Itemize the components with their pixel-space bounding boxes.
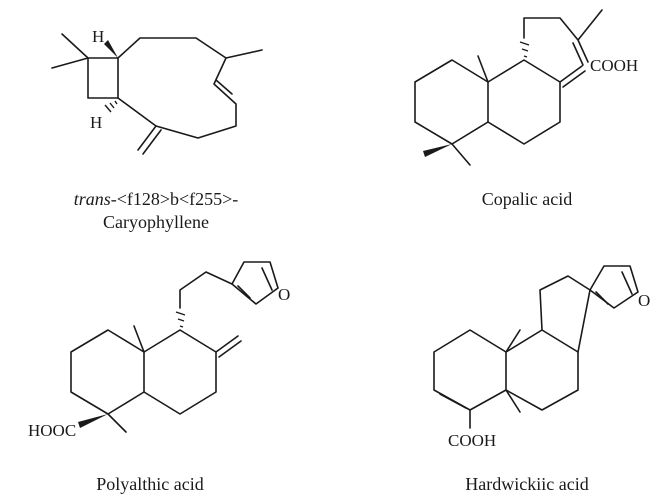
atom-label-h-bottom: H bbox=[90, 113, 103, 132]
furan-oxygen: O bbox=[638, 291, 651, 310]
atom-label-hooc: HOOC bbox=[28, 421, 77, 440]
atom-label-h-top: H bbox=[92, 27, 105, 46]
hardwickiic-acid-structure bbox=[434, 266, 650, 450]
atom-label-cooh: COOH bbox=[590, 56, 639, 75]
caryophyllene-structure bbox=[52, 27, 262, 154]
furan-oxygen: O bbox=[278, 285, 291, 304]
polyalthic-acid-structure bbox=[28, 262, 290, 440]
caption-hardwickiic-acid: Hardwickiic acid bbox=[465, 474, 589, 494]
caption-polyalthic-acid: Polyalthic acid bbox=[96, 474, 204, 494]
caption-caryophyllene-line1 bbox=[74, 189, 239, 209]
copalic-acid-structure bbox=[415, 10, 638, 165]
caption-line1-rest: -<f128>b<f255>- bbox=[110, 189, 239, 209]
atom-label-cooh: COOH bbox=[448, 431, 497, 450]
caption-caryophyllene-line2: Caryophyllene bbox=[103, 212, 209, 232]
hash-bond bbox=[105, 101, 117, 112]
hash-bond bbox=[520, 42, 529, 57]
caption-copalic-acid: Copalic acid bbox=[481, 189, 573, 209]
caption-italic-prefix: trans bbox=[73, 189, 111, 209]
hash-bond bbox=[176, 312, 185, 327]
